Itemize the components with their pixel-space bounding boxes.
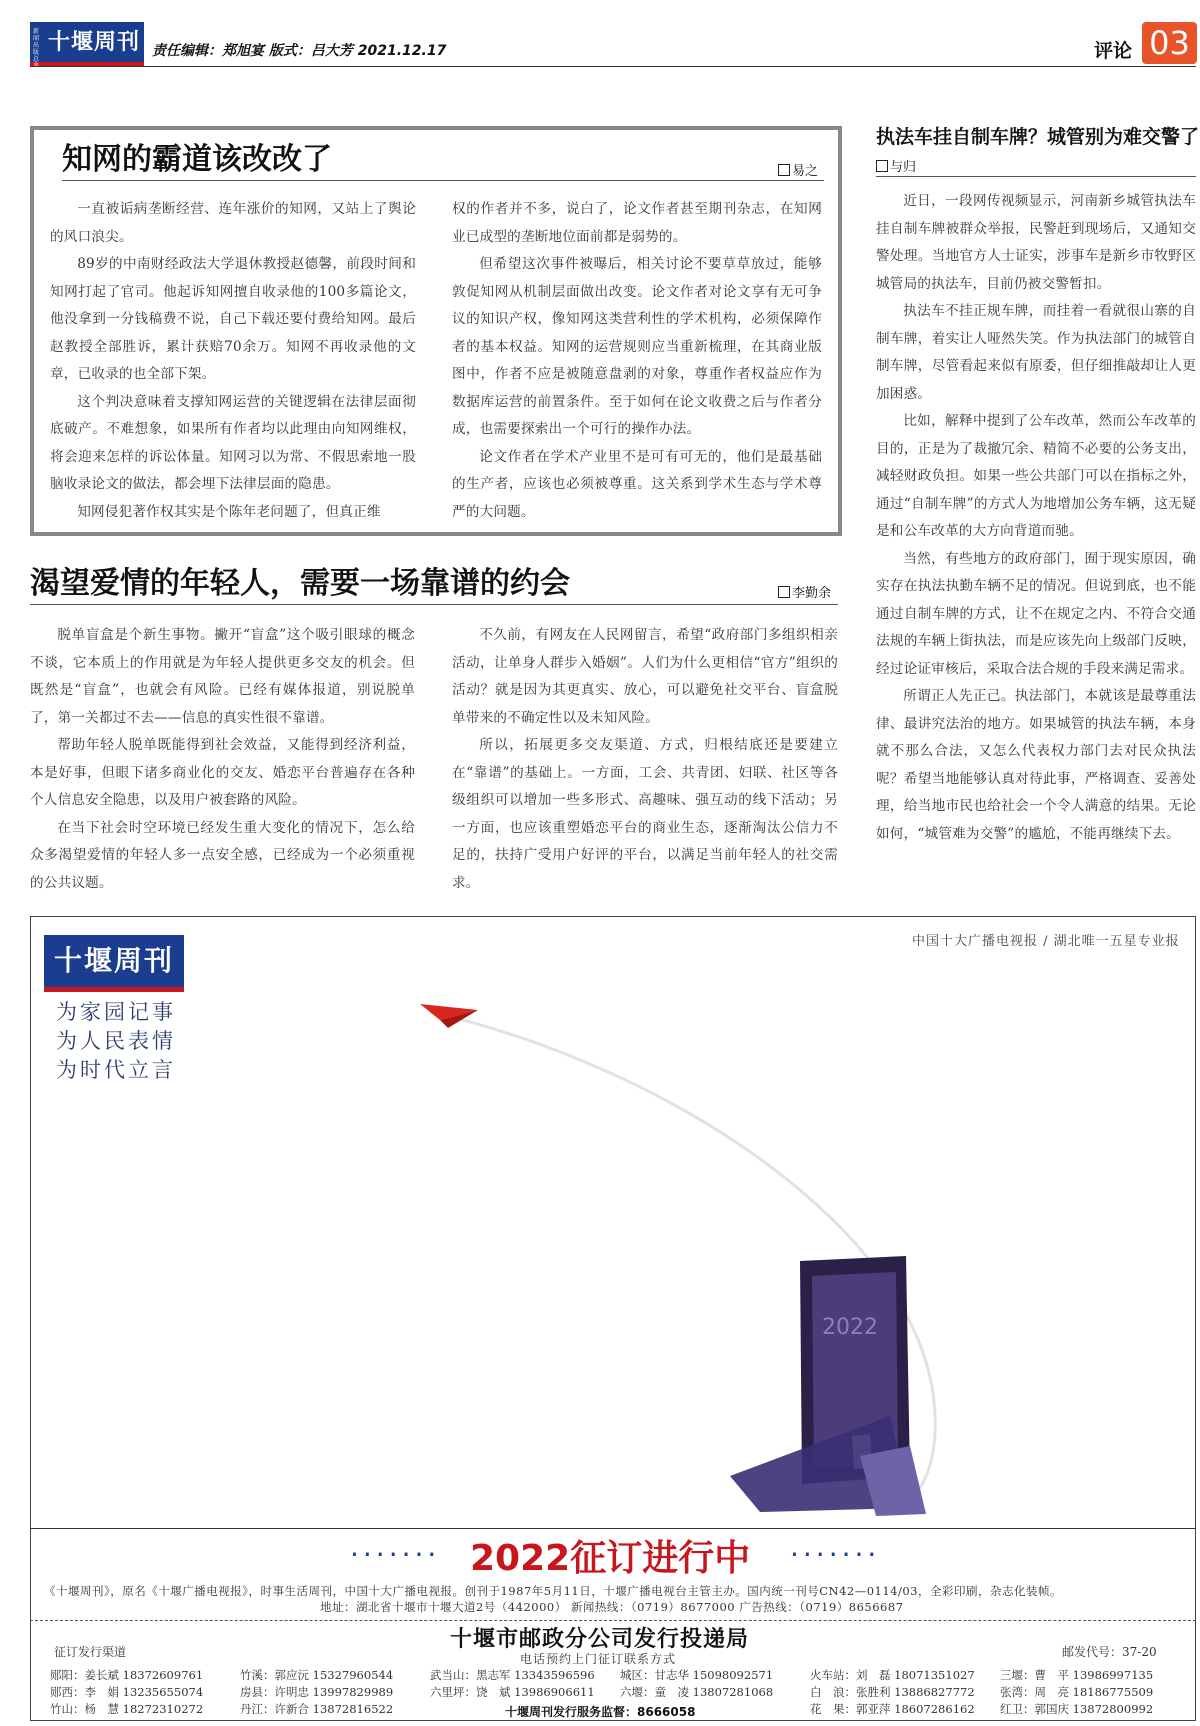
contact-item: 白 浪：张胜利 13886827772: [810, 1685, 975, 1699]
paragraph: 一直被诟病垄断经营、连年涨价的知网，又站上了舆论的风口浪尖。: [50, 201, 416, 245]
contact-item: 三堰：曹 平 13986997135: [1000, 1668, 1154, 1682]
post-office-name: 十堰市邮政分公司发行投递局: [450, 1626, 750, 1652]
ad-slogan: 为时代立言: [56, 1058, 176, 1082]
logo-text: 十堰周刊: [48, 29, 141, 55]
ad-section-divider: [30, 1528, 1196, 1529]
paragraph: 这个判决意味着支撑知网运营的关键逻辑在法律层面彻底破产。不难想象，如果所有作者均以此理由向知网维权，将会迎来怎样的诉讼体量。知网习以为常、不假思索地一股脑收录论文的做法，都会埋下法律层面的隐患。: [50, 393, 416, 492]
contact-item: 六里坪：饶 斌 13986906611: [430, 1685, 595, 1699]
service-supervision: 十堰周刊发行服务监督：8666058: [505, 1705, 696, 1719]
ad-dashed-divider: [30, 1620, 1196, 1621]
paragraph: 所谓正人先正己。执法部门，本就该是最尊重法律、最讲究法治的地方。如果城管的执法车辆，本身就不那么合法，又怎么代表权力部门去对民众执法呢？希望当地能够认真对待此事，严格调查、妥善处理，给当地市民也给社会一个令人满意的结果。无论如何，“城管难为交警”的尴尬，不能再继续下去。: [876, 688, 1196, 842]
ad-logo-text: 十堰周刊: [54, 944, 175, 977]
contact-item: 城区：甘志华 15098092571: [620, 1668, 774, 1682]
contact-item: 丹江：许新合 13872816522: [240, 1702, 394, 1716]
article1-title: 知网的霸道该改改了: [62, 142, 332, 177]
paragraph: 帮助年轻人脱单既能得到社会效益，又能得到经济利益，本是好事，但眼下诸多商业化的交友、婚恋平台普遍存在各种个人信息安全隐患，以及用户被套路的风险。: [30, 737, 415, 808]
paper-plane-icon: [420, 1004, 478, 1028]
post-office-subtitle: 电话预约上门征订联系方式: [520, 1652, 677, 1666]
article1-title-rule: [62, 180, 824, 181]
contact-item: 郧西：李 娟 13235655074: [50, 1685, 204, 1699]
ad-description: 《十堰周刊》，原名《十堰广播电视报》，时事生活周刊，中国十大广播电视报。创刊于1987年5月11日，十堰广播电视台主管主办。国内统一刊号CN42—0114/03，全彩印刷，杂志化装帧。: [44, 1584, 1062, 1598]
article1-author: 易之: [778, 160, 818, 179]
article1-column-1: [50, 196, 416, 526]
article3-title-rule: [876, 176, 1196, 177]
paragraph: 在当下社会时空环境已经发生重大变化的情况下，怎么给众多渴望爱情的年轻人多一点安全感，已经成为一个必须重视的公共议题。: [30, 819, 415, 891]
contact-item: 竹山：杨 慧 18272310272: [50, 1702, 204, 1716]
dots-left-icon: ·······: [350, 1538, 441, 1571]
paragraph: 比如，解释中提到了公车改革，然而公车改革的目的，正是为了裁撤冗余、精简不必要的公务支出，减轻财政负担。如果一些公共部门可以在指标之外，通过“自制车牌”的方式人为地增加公务车辆，这无疑是和公车改革的大方向背道而驰。: [876, 413, 1196, 539]
paragraph: 不久前，有网友在人民网留言，希望“政府部门多组织相亲活动，让单身人群步入婚姻”。人们为什么更相信“官方”组织的活动？就是因为其更真实、放心，可以避免社交平台、盲盒脱单带来的不确定性以及未知风险。: [452, 627, 838, 726]
paragraph: 脱单盲盒是个新生事物。撇开“盲盒”这个吸引眼球的概念不谈，它本质上的作用就是为年轻人提供更多交友的机会。但既然是“盲盒”，也就会有风险。已经有媒体报道，别说脱单了，第一关都过不去——信息的真实性很不靠谱。: [30, 627, 415, 726]
contact-item: 张湾：周 亮 18186775509: [1000, 1685, 1154, 1699]
tablet-year-text: 2022: [822, 1315, 878, 1340]
paragraph: 近日，一段网传视频显示，河南新乡城管执法车挂自制车牌被群众举报，民警赶到现场后，又通知交警处理。当地官方人士证实，涉事车是新乡市牧野区城管局的执法车，目前仍被交警暂扣。: [876, 193, 1196, 292]
paragraph: 但希望这次事件被曝后，相关讨论不要草草放过，能够敦促知网从机制层面做出改变。论文作者对论文享有无可争议的知识产权，像知网这类营利性的学术机构，必须保障作者的基本权益。知网的运营规则应当重新梳理，在其商业版图中，作者不应是被随意盘剥的对象，尊重作者权益应作为数据库运营的前置条件。至于如何在论文收费之后与作者分成，也需要探索出一个可行的操作办法。: [452, 256, 822, 437]
article1-column-2: [452, 196, 822, 526]
contact-item: 武当山：黑志军 13343596596: [430, 1668, 595, 1682]
section-name: 评论: [1094, 40, 1133, 62]
dots-right-icon: ·······: [790, 1538, 881, 1571]
article3-author: 与归: [876, 156, 916, 175]
contact-row: [50, 1667, 1190, 1684]
article2-author: 李勤余: [778, 582, 831, 601]
article2-column-1: [30, 622, 415, 897]
article2-column-2: [452, 622, 838, 897]
editor-credit: 责任编辑：郑旭宴 版式：吕大芳 2021.12.17: [152, 43, 447, 59]
article3-body: [876, 188, 1196, 848]
ad-slogan: 为家园记事: [56, 1000, 176, 1024]
paragraph: 89岁的中南财经政法大学退休教授赵德馨，前段时间和知网打起了官司。他起诉知网擅自收录他的100多篇论文，他没拿到一分钱稿费不说，自己下载还要付费给知网。最后赵教授全部胜诉，累计获赔70余万。知网不再收录他的文章，已收录的也全部下架。: [50, 256, 416, 382]
logo-small-text: 新闻出版总: [33, 28, 40, 63]
ad-illustration: [30, 916, 1196, 1528]
article2-title: 渴望爱情的年轻人，需要一场靠谱的约会: [30, 566, 570, 601]
contact-row: [50, 1684, 1190, 1701]
paragraph: 当然，有些地方的政府部门，囿于现实原因，确实存在执法执勤车辆不足的情况。但说到底，也不能通过自制车牌的方式，让不在规定之内、不符合交通法规的车辆上街执法，而是应该先向上级部门反映，经过论证审核后，采取合法合规的手段来满足需求。: [876, 550, 1196, 677]
masthead-logo: [30, 22, 144, 66]
contact-item: 房县：许明忠 13997829989: [240, 1685, 394, 1699]
paragraph: 执法车不挂正规车牌，而挂着一看就很山寨的自制车牌，着实让人哑然失笑。作为执法部门的城管自制车牌，尽管看起来似有原委，但仔细推敲却让人更加困惑。: [876, 303, 1196, 402]
header-divider: [30, 66, 1196, 67]
contact-item: 红卫：郭国庆 13872800992: [1000, 1702, 1154, 1716]
channel-label: 征订发行渠道: [54, 1645, 127, 1659]
postal-code: 邮发代号：37-20: [1062, 1645, 1157, 1659]
contact-item: 花 果：郭亚萍 18607286162: [810, 1702, 975, 1716]
paragraph: 所以，拓展更多交友渠道、方式，归根结底还是要建立在“靠谱”的基础上。一方面，工会、共青团、妇联、社区等各级组织可以增加一些多形式、高趣味、强互动的线下活动；另一方面，也应该重塑婚恋平台的商业生态，逐渐淘汰公信力不足的，扶持广受用户好评的平台，以满足当前年轻人的社交需求。: [452, 737, 838, 891]
ad-slogan: 为人民表情: [56, 1029, 176, 1053]
subscription-title: 2022征订进行中: [470, 1538, 751, 1579]
page-number-badge: 03: [1142, 22, 1197, 64]
article3-title: 执法车挂自制车牌？城管别为难交警了: [876, 126, 1200, 148]
contact-item: 郧阳：姜长斌 18372609761: [50, 1668, 204, 1682]
tablet-icon: [730, 1256, 926, 1516]
contact-item: 六堰：童 凌 13807281068: [620, 1685, 774, 1699]
paragraph: 知网侵犯著作权其实是个陈年老问题了，但真正维: [77, 503, 381, 520]
paragraph: 权的作者并不多，说白了，论文作者甚至期刊杂志，在知网业已成型的垄断地位面前都是弱势的。: [452, 201, 822, 245]
contact-item: 竹溪：郭应沅 15327960544: [240, 1668, 394, 1682]
ad-tagline: 中国十大广播电视报 / 湖北唯一五星专业报: [912, 934, 1180, 949]
ad-address: 地址：湖北省十堰市十堰大道2号（442000） 新闻热线：（0719）8677000 广告热线：（0719）8656687: [320, 1600, 904, 1614]
paragraph: 论文作者在学术产业里不是可有可无的，他们是最基础的生产者，应该也必须被尊重。这关系到学术生态与学术尊严的大问题。: [452, 448, 822, 520]
contact-item: 火车站：刘 磊 18071351027: [810, 1668, 975, 1682]
article2-title-rule: [30, 604, 838, 605]
